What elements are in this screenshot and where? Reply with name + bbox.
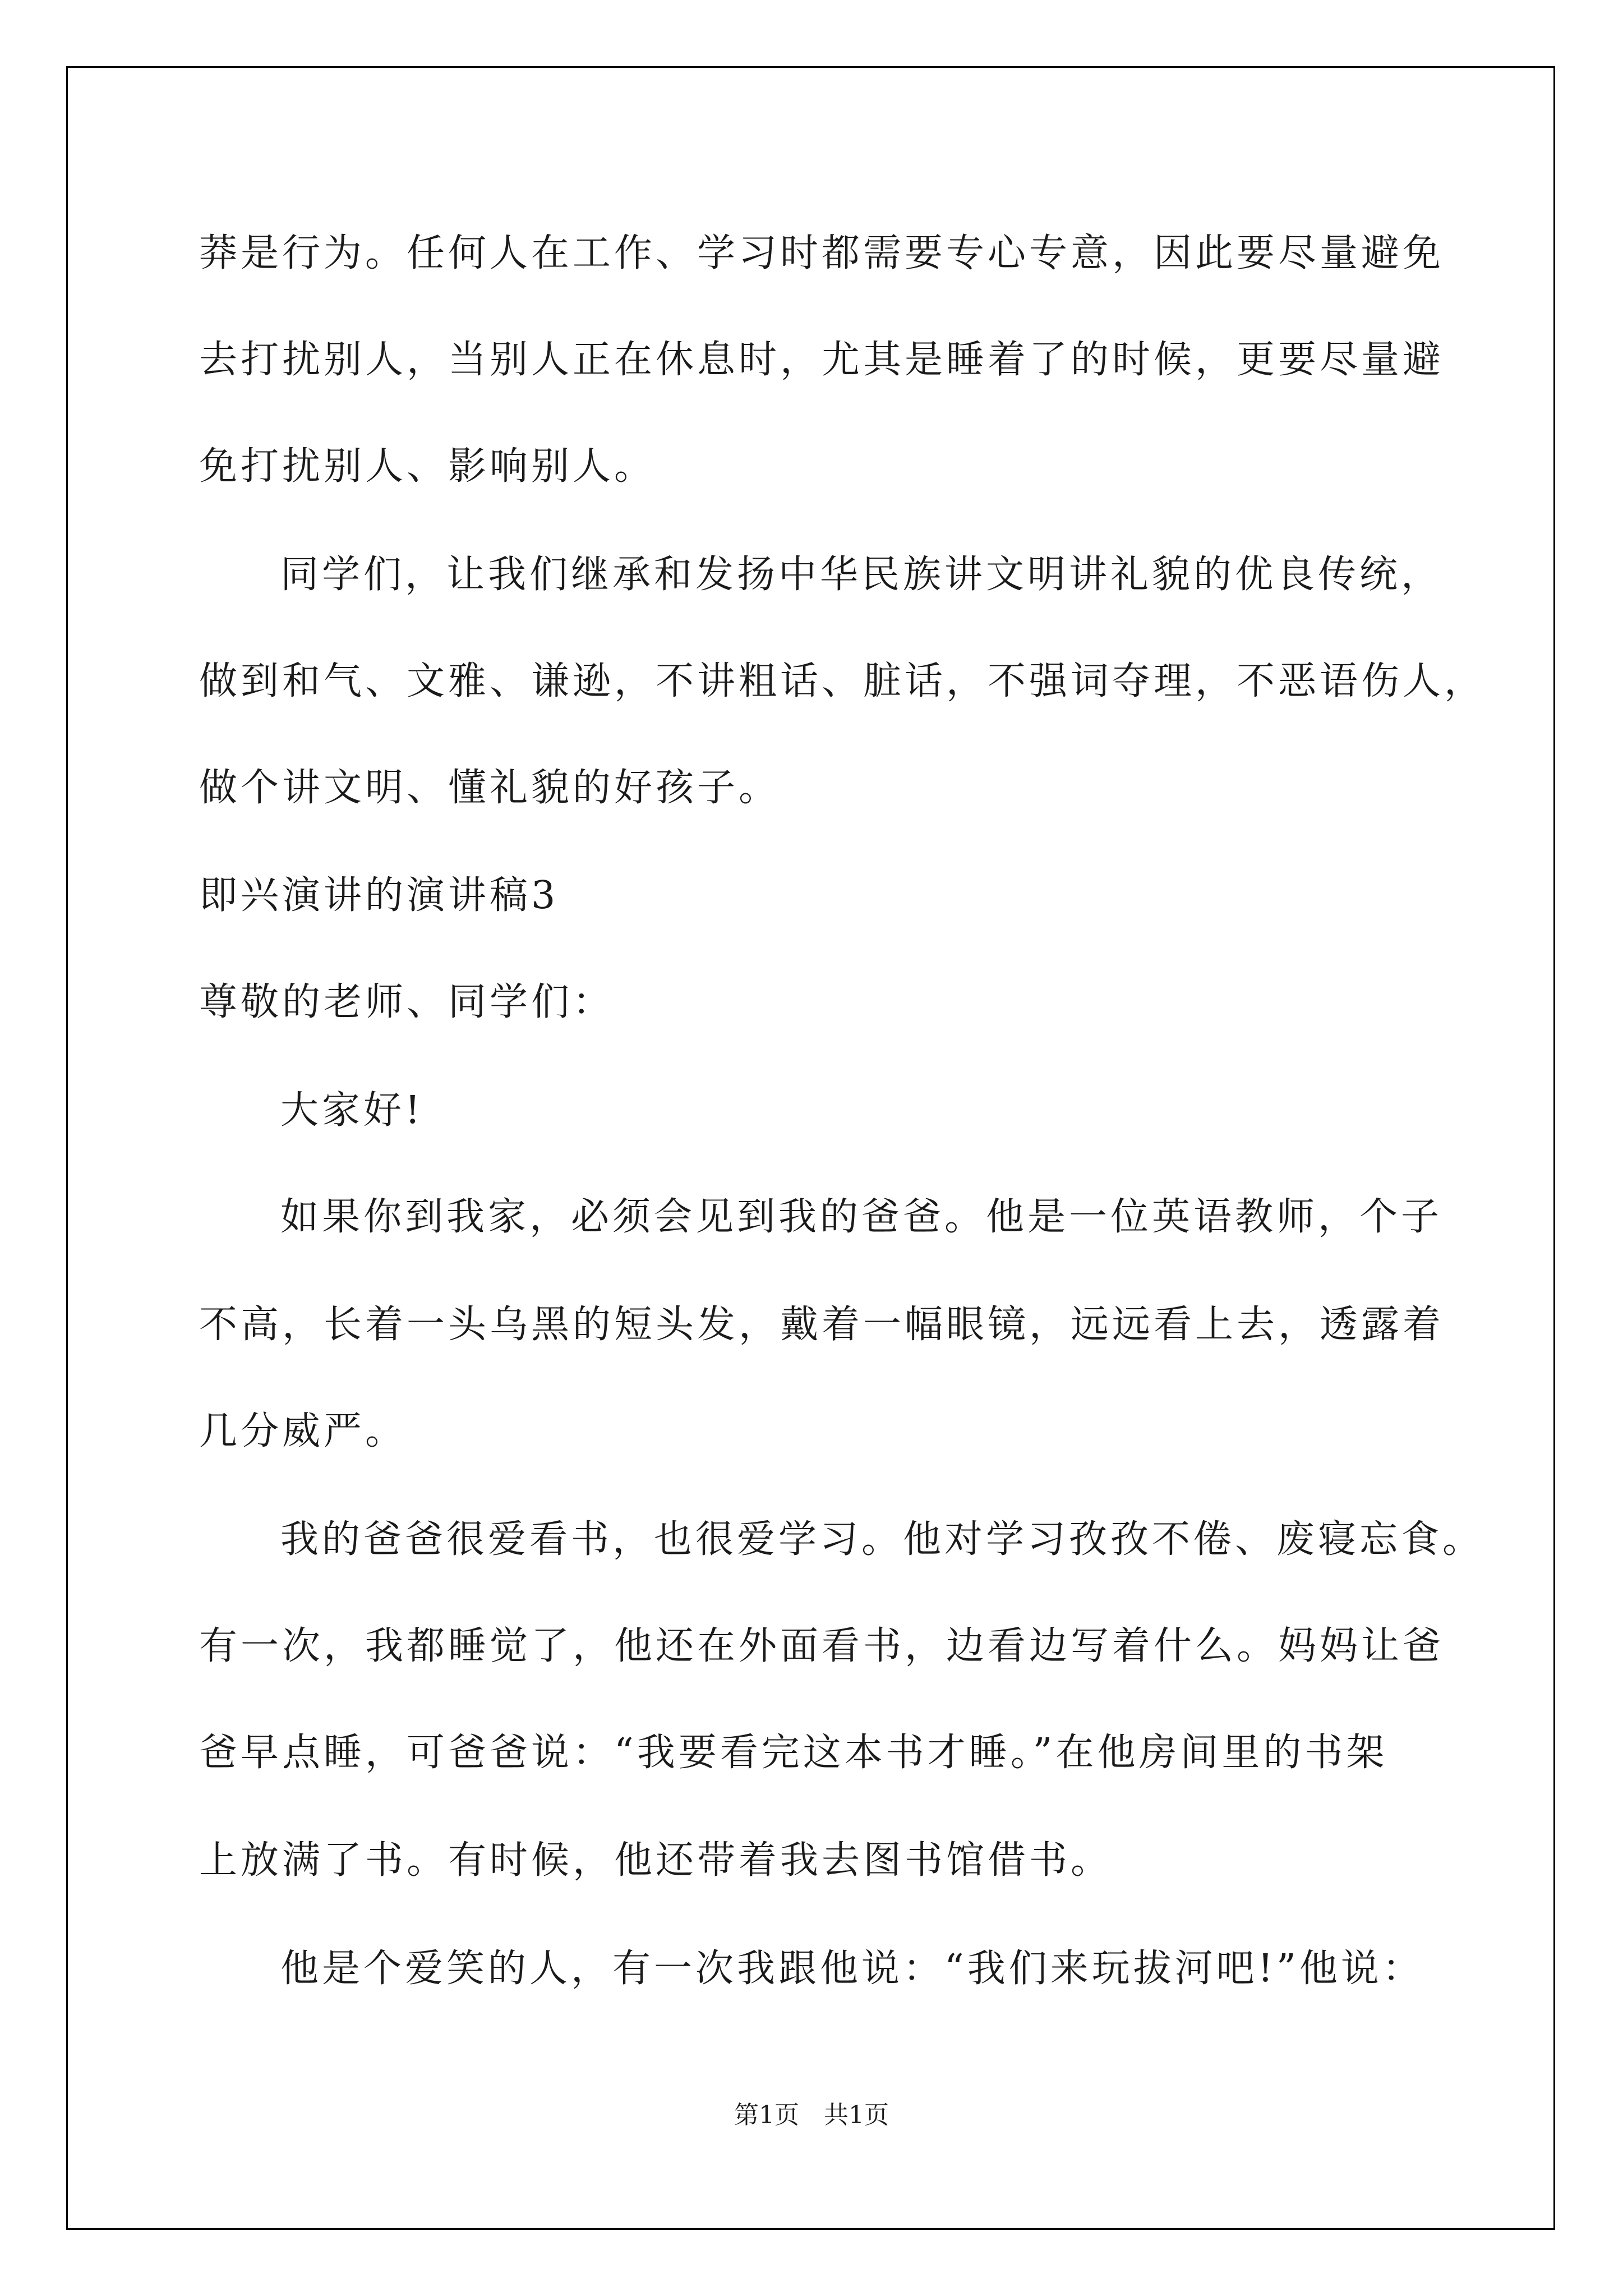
body-line: 免打扰别人、影响别人。 [199, 444, 656, 489]
body-line: 做个讲文明、懂礼貌的好孩子。 [199, 766, 781, 810]
body-line: 做到和气、文雅、谦逊，不讲粗话、脏话，不强词夺理，不恶语伤人， [199, 659, 1486, 703]
paragraph-start-line: 我的爸爸很爱看书，也很爱学习。他对学习孜孜不倦、废寝忘食。 [280, 1517, 1484, 1562]
body-line: 几分威严。 [199, 1409, 407, 1453]
body-line: 去打扰别人，当别人正在休息时，尤其是睡着了的时候，更要尽量避 [199, 338, 1445, 382]
paragraph-start-line: 他是个爱笑的人，有一次我跟他说：“我们来玩拔河吧!”他说： [280, 1947, 1424, 1991]
page-number-footer: 第1页 共1页 [734, 2101, 889, 2129]
page-border [66, 66, 1555, 2230]
body-line: 爸早点睡，可爸爸说：“我要看完这本书才睡。”在他房间里的书架 [199, 1731, 1388, 1775]
section-heading: 即兴演讲的演讲稿3 [199, 873, 559, 918]
paragraph-start-line: 如果你到我家，必须会见到我的爸爸。他是一位英语教师，个子 [280, 1195, 1443, 1239]
salutation: 尊敬的老师、同学们： [199, 980, 615, 1024]
body-line: 上放满了书。有时候，他还带着我去图书馆借书。 [199, 1838, 1113, 1883]
body-line: 有一次，我都睡觉了，他还在外面看书，边看边写着什么。妈妈让爸 [199, 1624, 1445, 1668]
greeting: 大家好! [280, 1088, 424, 1133]
body-line: 莽是行为。任何人在工作、学习时都需要专心专意，因此要尽量避免 [199, 231, 1445, 275]
body-line: 不高，长着一头乌黑的短头发，戴着一幅眼镜，远远看上去，透露着 [199, 1303, 1445, 1347]
paragraph-start-line: 同学们，让我们继承和发扬中华民族讲文明讲礼貌的优良传统， [280, 553, 1443, 597]
